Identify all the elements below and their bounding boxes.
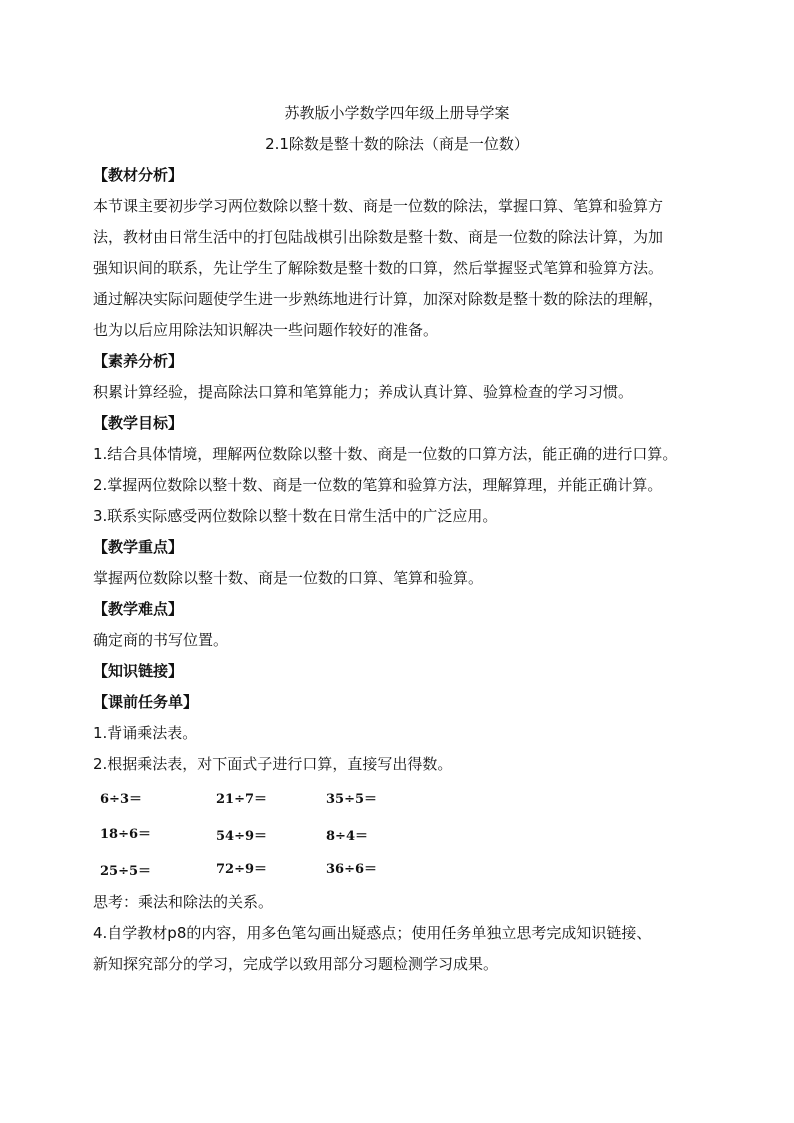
- analysis-line: 本节课主要初步学习两位数除以整十数、商是一位数的除法，掌握口算、笔算和验算方: [93, 197, 664, 215]
- document-title: 苏教版小学数学四年级上册导学案: [284, 104, 510, 122]
- goals-heading: 【教学目标】: [93, 414, 184, 432]
- calc-item: 18÷6＝: [100, 827, 152, 842]
- goal-item: 3.联系实际感受两位数除以整十数在日常生活中的广泛应用。: [93, 507, 498, 525]
- calc-item: 6÷3＝: [100, 792, 142, 807]
- task-item: 4.自学教材p8的内容，用多色笔勾画出疑惑点；使用任务单独立思考完成知识链接、: [93, 924, 652, 942]
- goal-item: 1.结合具体情境，理解两位数除以整十数、商是一位数的口算方法，能正确的进行口算。: [93, 445, 678, 463]
- document-subtitle: 2.1除数是整十数的除法（商是一位数）: [265, 135, 529, 153]
- analysis-line: 也为以后应用除法知识解决一些问题作较好的准备。: [93, 321, 439, 339]
- literacy-heading: 【素养分析】: [93, 352, 184, 370]
- calc-item: 21÷7＝: [216, 792, 268, 807]
- calc-item: 72÷9＝: [216, 862, 268, 877]
- goal-item: 2.掌握两位数除以整十数、商是一位数的笔算和验算方法，理解算理，并能正确计算。: [93, 476, 663, 494]
- think-text: 思考：乘法和除法的关系。: [93, 893, 274, 911]
- calc-item: 54÷9＝: [216, 829, 268, 844]
- analysis-line: 通过解决实际问题使学生进一步熟练地进行计算，加深对除数是整十数的除法的理解，: [93, 290, 664, 308]
- calc-item: 35÷5＝: [326, 792, 378, 807]
- task-item: 新知探究部分的学习，完成学以致用部分习题检测学习成果。: [93, 955, 499, 973]
- calc-item: 36÷6＝: [326, 862, 378, 877]
- analysis-line: 强知识间的联系，先让学生了解除数是整十数的口算，然后掌握竖式笔算和验算方法。: [93, 259, 664, 277]
- difficulty-heading: 【教学难点】: [93, 600, 184, 618]
- key-points-heading: 【教学重点】: [93, 538, 184, 556]
- calc-item: 8÷4＝: [326, 829, 368, 844]
- literacy-text: 积累计算经验，提高除法口算和笔算能力；养成认真计算、验算检查的学习习惯。: [93, 383, 634, 401]
- task-item: 2.根据乘法表，对下面式子进行口算，直接写出得数。: [93, 755, 453, 773]
- knowledge-link-heading: 【知识链接】: [93, 662, 184, 680]
- analysis-heading: 【教材分析】: [93, 166, 184, 184]
- analysis-line: 法，教材由日常生活中的打包陆战棋引出除数是整十数、商是一位数的除法计算，为加: [93, 228, 664, 246]
- key-points-text: 掌握两位数除以整十数、商是一位数的口算、笔算和验算。: [93, 569, 484, 587]
- task-item: 1.背诵乘法表。: [93, 724, 198, 742]
- calc-item: 25÷5＝: [100, 864, 152, 879]
- difficulty-text: 确定商的书写位置。: [93, 631, 229, 649]
- pre-class-task-heading: 【课前任务单】: [93, 693, 199, 711]
